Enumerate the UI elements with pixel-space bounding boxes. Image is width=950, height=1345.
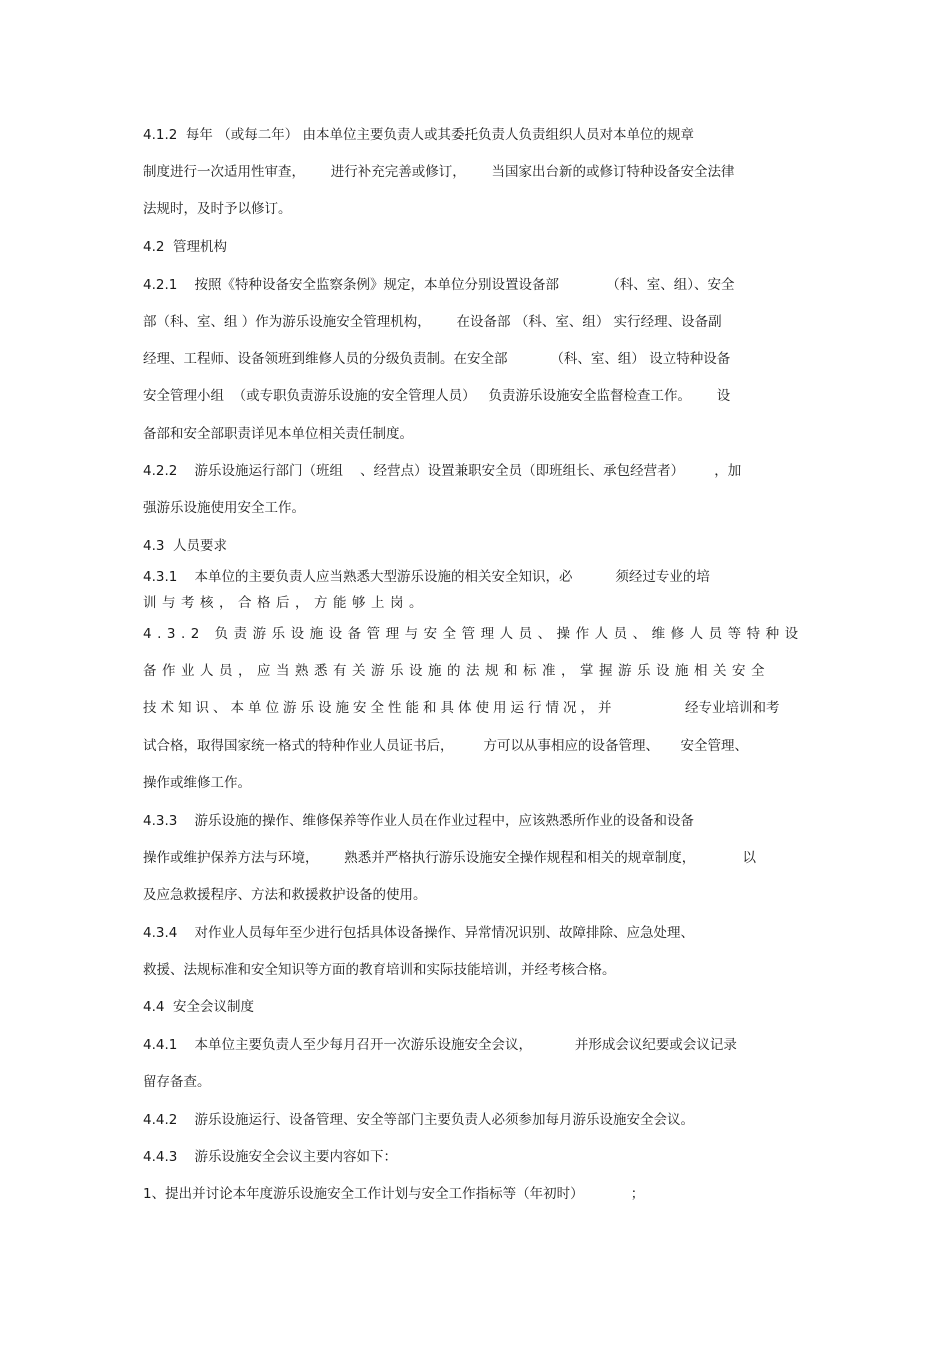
para-4-3-4-line-1: 4.3.4 对作业人员每年至少进行包括具体设备操作、异常情况识别、故障排除、应急处理、 xyxy=(143,925,695,941)
section-heading-4-3: 4.3 人员要求 xyxy=(143,538,228,554)
list-item-1: 1、提出并讨论本年度游乐设施安全工作计划与安全工作指标等（年初时） ； xyxy=(143,1186,645,1202)
para-4-4-1-line-2: 留存备查。 xyxy=(143,1074,211,1090)
para-4-1-2-line-3: 法规时，及时予以修订。 xyxy=(143,201,292,217)
section-heading-4-4: 4.4 安全会议制度 xyxy=(143,999,255,1015)
para-4-2-1-line-1: 4.2.1 按照《特种设备安全监察条例》规定，本单位分别设置设备部 （科、室、组）、安全 xyxy=(143,277,735,293)
para-4-3-2-line-5: 操作或维修工作。 xyxy=(143,775,251,791)
para-4-3-1-line-2: 训与考核，合格后，方能够上岗。 xyxy=(143,595,428,611)
para-4-3-2-line-3b: 经专业培训和考 xyxy=(685,700,780,716)
para-4-3-2-line-2: 备作业人员，应当熟悉有关游乐设施的法规和标准，掌握游乐设施相关安全 xyxy=(143,663,770,679)
para-4-3-3-line-3: 及应急救援程序、方法和救援救护设备的使用。 xyxy=(143,887,427,903)
para-4-2-1-line-5: 备部和安全部职责详见本单位相关责任制度。 xyxy=(143,426,413,442)
para-4-4-3: 4.4.3 游乐设施安全会议主要内容如下： xyxy=(143,1149,398,1165)
para-4-4-1-line-1: 4.4.1 本单位主要负责人至少每月召开一次游乐设施安全会议， 并形成会议纪要或会议记录 xyxy=(143,1037,737,1053)
para-4-3-3-line-2: 操作或维护保养方法与环境， 熟悉并严格执行游乐设施安全操作规程和相关的规章制度， 以 xyxy=(143,850,756,866)
section-heading-4-2: 4.2 管理机构 xyxy=(143,239,228,255)
para-4-2-1-line-3: 经理、工程师、设备领班到维修人员的分级负责制。在安全部 （科、室、组） 设立特种设备 xyxy=(143,351,731,367)
para-4-3-4-line-2: 救援、法规标准和安全知识等方面的教育培训和实际技能培训，并经考核合格。 xyxy=(143,962,616,978)
para-4-3-3-line-1: 4.3.3 游乐设施的操作、维修保养等作业人员在作业过程中，应该熟悉所作业的设备和设备 xyxy=(143,813,695,829)
para-4-2-2-line-1: 4.2.2 游乐设施运行部门（班组 、经营点）设置兼职安全员（即班组长、承包经营者） ，加 xyxy=(143,463,742,479)
para-4-1-2-line-1: 4.1.2 每年 （或每二年） 由本单位主要负责人或其委托负责人负责组织人员对本单位的规章 xyxy=(143,127,695,143)
para-4-3-2-line-4: 试合格，取得国家统一格式的特种作业人员证书后， 方可以从事相应的设备管理、 安全管理、 xyxy=(143,738,748,754)
para-4-4-2: 4.4.2 游乐设施运行、设备管理、安全等部门主要负责人必须参加每月游乐设施安全会议。 xyxy=(143,1112,695,1128)
para-4-1-2-line-2: 制度进行一次适用性审查， 进行补充完善或修订， 当国家出台新的或修订特种设备安全法律 xyxy=(143,164,735,180)
para-4-2-1-line-4: 安全管理小组 （或专职负责游乐设施的安全管理人员） 负责游乐设施安全监督检查工作。 设 xyxy=(143,388,731,404)
para-4-2-2-line-2: 强游乐设施使用安全工作。 xyxy=(143,500,305,516)
para-4-3-2-line-3a: 技术知识、本单位游乐设施安全性能和具体使用运行情况，并 xyxy=(143,700,616,716)
para-4-2-1-line-2: 部（科、室、组 ）作为游乐设施安全管理机构， 在设备部 （科、室、组） 实行经理、设备副 xyxy=(143,314,722,330)
para-4-3-1-line-1: 4.3.1 本单位的主要负责人应当熟悉大型游乐设施的相关安全知识，必 须经过专业的培 xyxy=(143,569,710,585)
para-4-3-2-line-1: 4.3.2 负责游乐设施设备管理与安全管理人员、操作人员、维修人员等特种设 xyxy=(143,626,804,642)
